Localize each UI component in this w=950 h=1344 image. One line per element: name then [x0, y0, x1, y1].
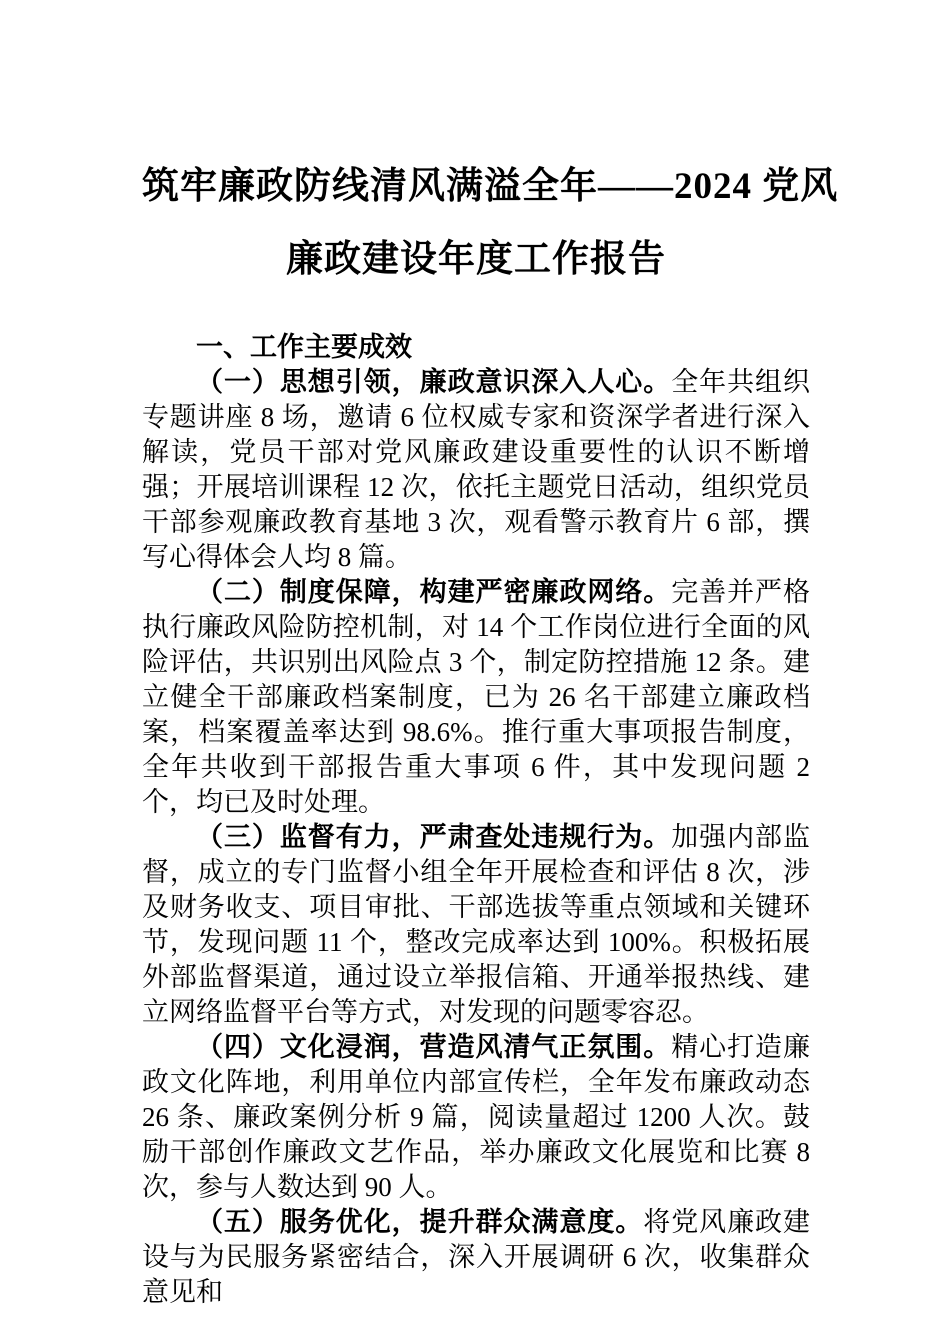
paragraph-4	[142, 1030, 810, 1205]
document-title-line-2: 廉政建设年度工作报告	[286, 239, 666, 280]
paragraph-5-text: 将党风廉政建设与为民服务紧密结合，深入开展调研 6 次，收集群众意见和	[142, 1207, 811, 1307]
paragraph-4-text: 精心打造廉政文化阵地，利用单位内部宣传栏，全年发布廉政动态 26 条、廉政案例分析 9 篇，阅读量超过 1200 人次。鼓励干部创作廉政文艺作品，举办廉政文化展览和比赛 8 次，参与人数达到 90 人。	[142, 1032, 811, 1202]
section-heading: 一、工作主要成效	[196, 332, 412, 362]
paragraph-2-text: 完善并严格执行廉政风险防控机制，对 14 个工作岗位进行全面的风险评估，共识别出风险点 3 个，制定防控措施 12 条。建立健全干部廉政档案制度，已为 26 名干部建立廉政档案，档案覆盖率达到 98.6%。推行重大事项报告制度，全年共收到干部报告重大事项 6 件，其中发现问题 2 个，均已及时处理。	[142, 577, 811, 817]
paragraph-2	[142, 575, 810, 820]
paragraph-3	[142, 820, 810, 1030]
paragraph-5	[142, 1205, 810, 1310]
paragraph-1-text: 全年共组织专题讲座 8 场，邀请 6 位权威专家和资深学者进行深入解读，党员干部对党风廉政建设重要性的认识不断增强；开展培训课程 12 次，依托主题党日活动，组织党员干部参观廉政教育基地 3 次，观看警示教育片 6 部，撰写心得体会人均 8 篇。	[142, 367, 811, 572]
paragraph-4-lead: （四）文化浸润，营造风清气正氛围。	[196, 1032, 672, 1062]
document-title	[142, 150, 839, 296]
paragraph-3-lead: （三）监督有力，严肃查处违规行为。	[196, 822, 672, 852]
paragraph-1-lead: （一）思想引领，廉政意识深入人心。	[196, 367, 672, 397]
paragraph-5-lead: （五）服务优化，提升群众满意度。	[196, 1207, 644, 1237]
paragraph-3-text: 加强内部监督，成立的专门监督小组全年开展检查和评估 8 次，涉及财务收支、项目审批、干部选拔等重点领域和关键环节，发现问题 11 个，整改完成率达到 100%。积极拓展外部监督渠道，通过设立举报信箱、开通举报热线、建立网络监督平台等方式，对发现的问题零容忍。	[142, 822, 811, 1027]
paragraph-1	[142, 365, 810, 575]
document-body	[142, 330, 810, 1310]
paragraph-2-lead: （二）制度保障，构建严密廉政网络。	[196, 577, 672, 607]
document-title-line-1: 筑牢廉政防线清风满溢全年——2024 党风	[142, 166, 839, 207]
